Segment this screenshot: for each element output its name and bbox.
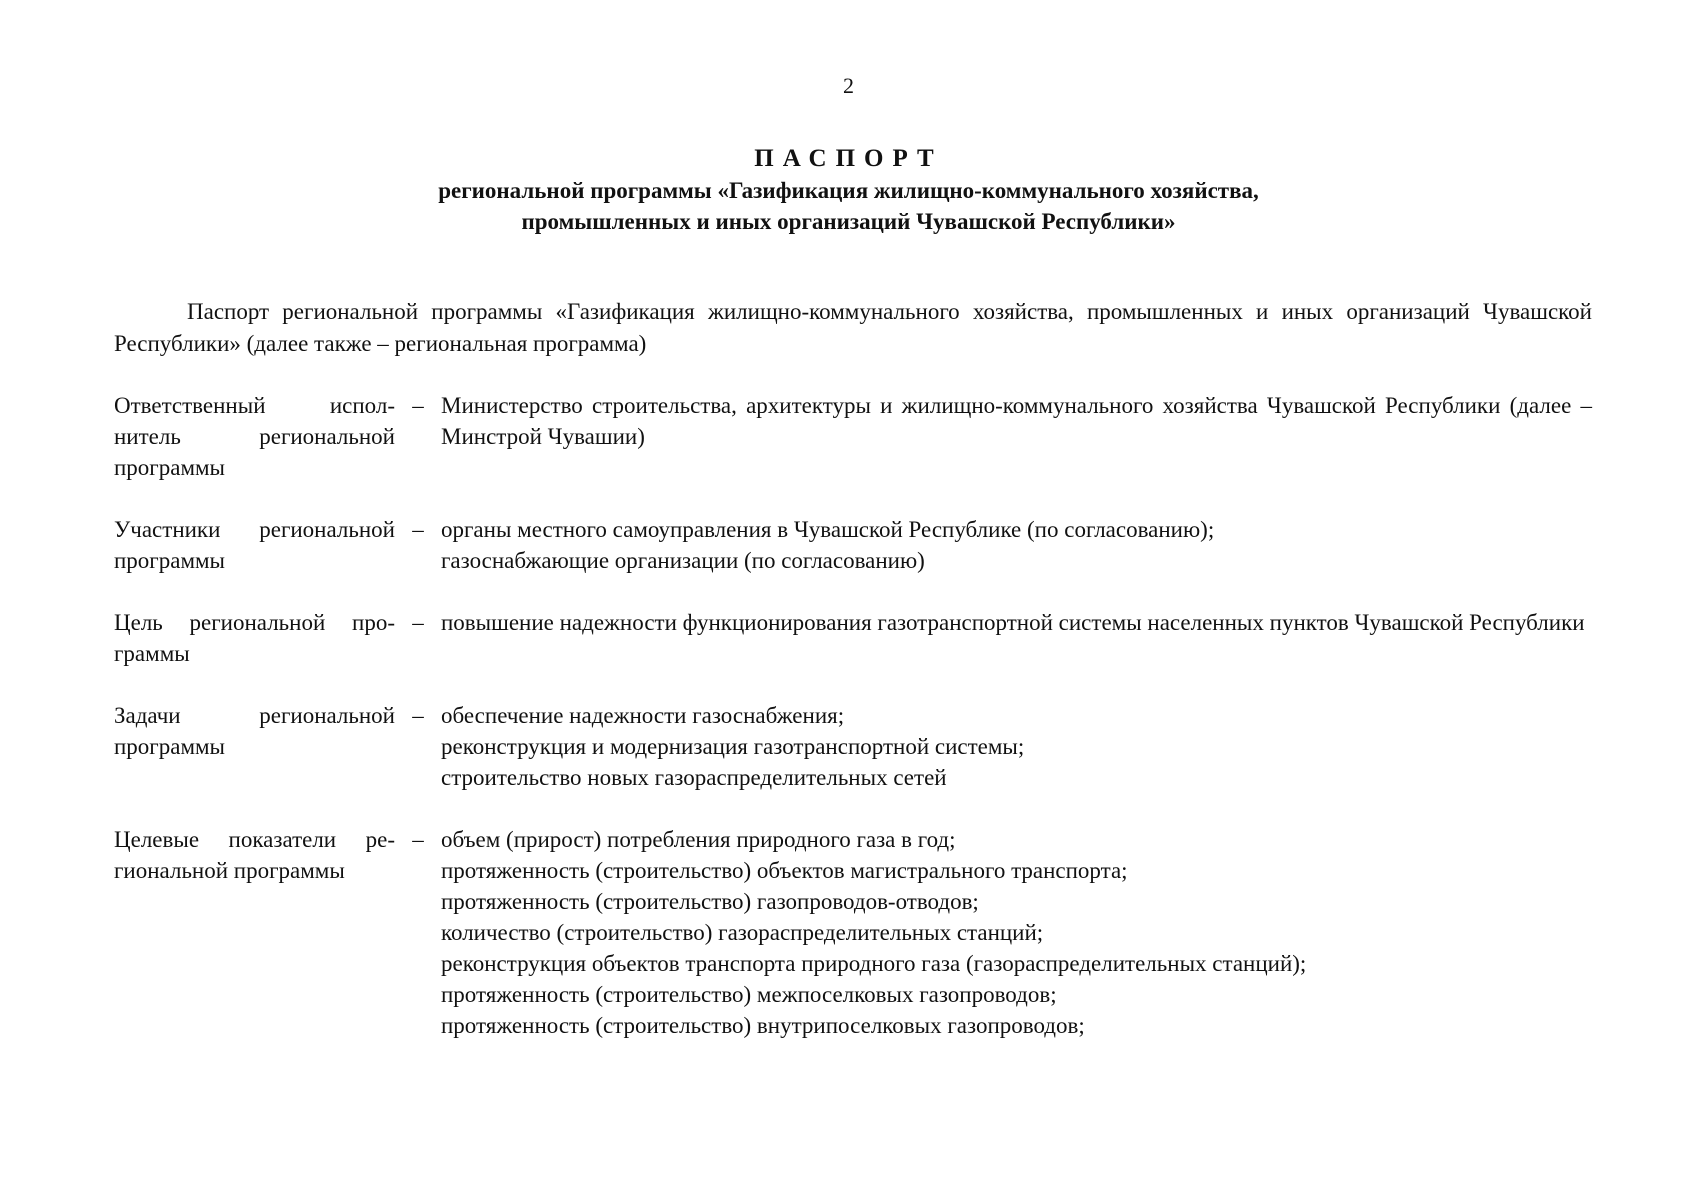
row-label: Задачи региональной программы (114, 703, 395, 759)
row-content-line: протяженность (строительство) внутрипоселковых газопроводов; (441, 1013, 1085, 1038)
row-label: Ответственный исполнитель региональной программы (114, 393, 395, 480)
row-dash: – (412, 517, 424, 542)
passport-table (114, 390, 1592, 1072)
row-label: Участники региональной программы (114, 517, 395, 573)
row-target-indicators (114, 824, 1592, 1041)
row-content-line: органы местного самоуправления в Чувашской Республике (по согласованию); (441, 517, 1215, 542)
row-responsible-executor (114, 390, 1592, 483)
row-content-line: реконструкция объектов транспорта природного газа (газораспределительных станций); (441, 951, 1307, 976)
row-content-line: газоснабжающие организации (по согласованию) (441, 548, 925, 573)
document-title (0, 143, 1697, 237)
row-dash: – (412, 827, 424, 852)
row-content-line: протяженность (строительство) межпоселковых газопроводов; (441, 982, 1057, 1007)
row-label: Целевые показатели региональной программы (114, 827, 395, 883)
title-line-2: промышленных и иных организаций Чувашской Республики» (521, 209, 1176, 234)
row-goal (114, 607, 1592, 669)
row-content (441, 390, 1592, 483)
row-content-line: реконструкция и модернизация газотранспортной системы; (441, 734, 1025, 759)
row-content (441, 607, 1592, 669)
row-content-line: обеспечение надежности газоснабжения; (441, 703, 845, 728)
row-content-line: строительство новых газораспределительных сетей (441, 765, 947, 790)
row-content-line: протяженность (строительство) объектов магистрального транспорта; (441, 858, 1128, 883)
row-content (441, 700, 1592, 793)
row-content (441, 824, 1592, 1041)
title-line-1: региональной программы «Газификация жилищно-коммунального хозяйства, (438, 178, 1259, 203)
row-tasks (114, 700, 1592, 793)
row-dash: – (412, 610, 424, 635)
row-dash: – (412, 703, 424, 728)
row-content (441, 514, 1592, 576)
row-dash: – (412, 393, 424, 418)
intro-paragraph: Паспорт региональной программы «Газификация жилищно-коммунального хозяйства, промышленных и иных организаций Чувашской Республики» (далее также – региональная программа) (114, 299, 1592, 356)
page-number: 2 (843, 73, 854, 98)
row-content-line: протяженность (строительство) газопроводов-отводов; (441, 889, 979, 914)
row-participants (114, 514, 1592, 576)
row-label: Цель региональной программы (114, 610, 395, 666)
row-content-line: количество (строительство) газораспределительных станций; (441, 920, 1044, 945)
row-content-line: повышение надежности функционирования газотранспортной системы населенных пунктов Чувашской Республики (441, 610, 1585, 635)
row-content-line: объем (прирост) потребления природного газа в год; (441, 827, 956, 852)
title-main: ПАСПОРТ (754, 145, 943, 172)
row-content-line: Министерство строительства, архитектуры и жилищно-коммунального хозяйства Чувашской Республики (далее – Минстрой Чувашии) (441, 393, 1592, 449)
